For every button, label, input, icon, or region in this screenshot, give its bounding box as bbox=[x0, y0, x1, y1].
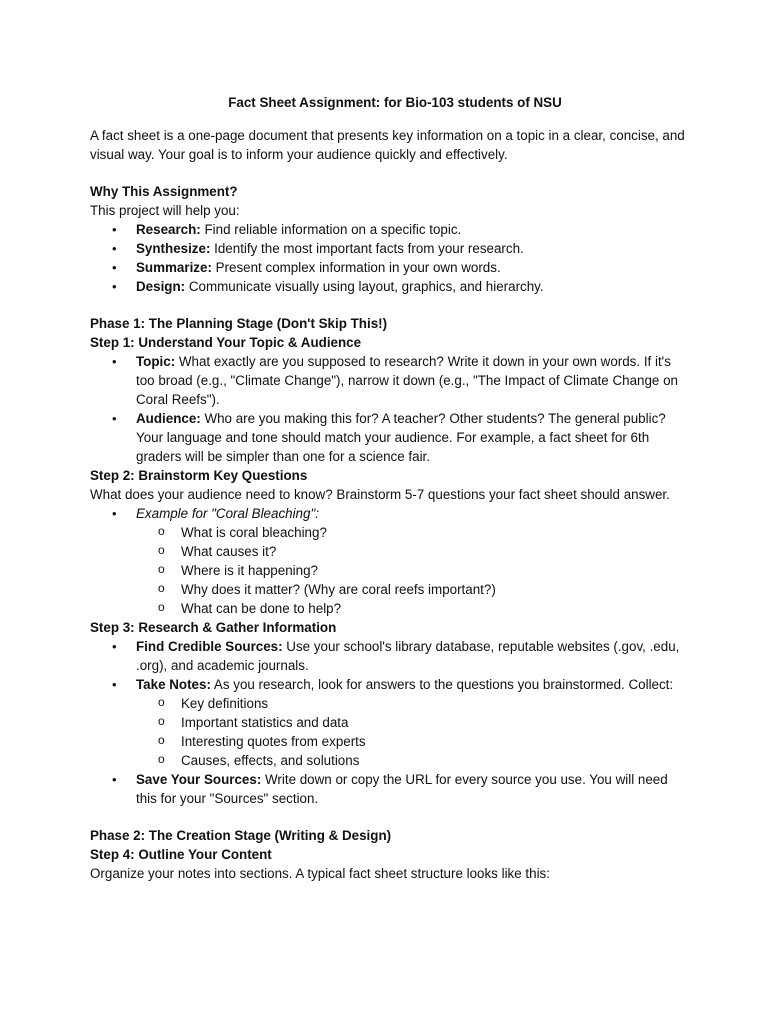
step2-list bbox=[90, 504, 690, 618]
list-item: o What can be done to help? bbox=[90, 599, 690, 618]
intro-paragraph: A fact sheet is a one-page document that presents key information on a topic in a clear, concise, and visual way. Your goal is to inform your audience quickly and effectively. bbox=[90, 128, 685, 162]
list-item: • Take Notes: As you research, look for answers to the questions you brainstormed. Collect: o Key definitions o Important statistics and data o Interesting quotes from experts o Causes, effects, and solutions bbox=[90, 675, 690, 770]
list-item: • Save Your Sources: Write down or copy the URL for every source you use. You will need this for your "Sources" section. bbox=[90, 770, 690, 808]
why-list bbox=[90, 220, 690, 296]
step1-list bbox=[90, 352, 690, 466]
collect-list bbox=[136, 694, 690, 770]
step2-text: What does your audience need to know? Brainstorm 5-7 questions your fact sheet should answer. bbox=[90, 487, 670, 502]
step4-heading: Step 4: Outline Your Content bbox=[90, 847, 272, 862]
list-item: • Summarize: Present complex information in your own words. bbox=[90, 258, 690, 277]
phase1-heading: Phase 1: The Planning Stage (Don't Skip This!) bbox=[90, 316, 388, 331]
step3-heading: Step 3: Research & Gather Information bbox=[90, 620, 337, 635]
list-item: o Interesting quotes from experts bbox=[90, 732, 690, 751]
why-heading: Why This Assignment? bbox=[90, 184, 238, 199]
list-item: o Key definitions bbox=[90, 694, 690, 713]
list-item: • Find Credible Sources: Use your school's library database, reputable websites (.gov, .edu, .org), and academic journals. bbox=[90, 637, 690, 675]
list-item: • Audience: Who are you making this for? A teacher? Other students? The general public? Your language and tone should match your audience. For example, a fact sheet for 6th graders will be simpler than one for a science fair. bbox=[90, 409, 690, 466]
list-item: o Why does it matter? (Why are coral reefs important?) bbox=[90, 580, 690, 599]
list-item: • Example for "Coral Bleaching": o What is coral bleaching? o What causes it? o Where is it happening? o Why does it matter? (Why are coral reefs important?) o What can be done to help? bbox=[90, 504, 690, 618]
list-item: • Design: Communicate visually using layout, graphics, and hierarchy. bbox=[90, 277, 690, 296]
list-item: • Research: Find reliable information on a specific topic. bbox=[90, 220, 690, 239]
phase2-heading: Phase 2: The Creation Stage (Writing & Design) bbox=[90, 828, 392, 843]
list-item: o Important statistics and data bbox=[90, 713, 690, 732]
step2-heading: Step 2: Brainstorm Key Questions bbox=[90, 468, 308, 483]
list-item: o What is coral bleaching? bbox=[90, 523, 690, 542]
list-item: o Causes, effects, and solutions bbox=[90, 751, 690, 770]
list-item: o What causes it? bbox=[90, 542, 690, 561]
step4-text: Organize your notes into sections. A typical fact sheet structure looks like this: bbox=[90, 866, 550, 881]
document-title: Fact Sheet Assignment: for Bio-103 students of NSU bbox=[228, 95, 562, 110]
step1-heading: Step 1: Understand Your Topic & Audience bbox=[90, 335, 362, 350]
question-list bbox=[136, 523, 690, 618]
list-item: o Where is it happening? bbox=[90, 561, 690, 580]
why-lead: This project will help you: bbox=[90, 203, 240, 218]
step3-list bbox=[90, 637, 690, 808]
list-item: • Synthesize: Identify the most important facts from your research. bbox=[90, 239, 690, 258]
list-item: • Topic: What exactly are you supposed to research? Write it down in your own words. If it's too broad (e.g., "Climate Change"), narrow it down (e.g., "The Impact of Climate Change on Coral Reefs"). bbox=[90, 352, 690, 409]
document-body bbox=[90, 93, 690, 883]
